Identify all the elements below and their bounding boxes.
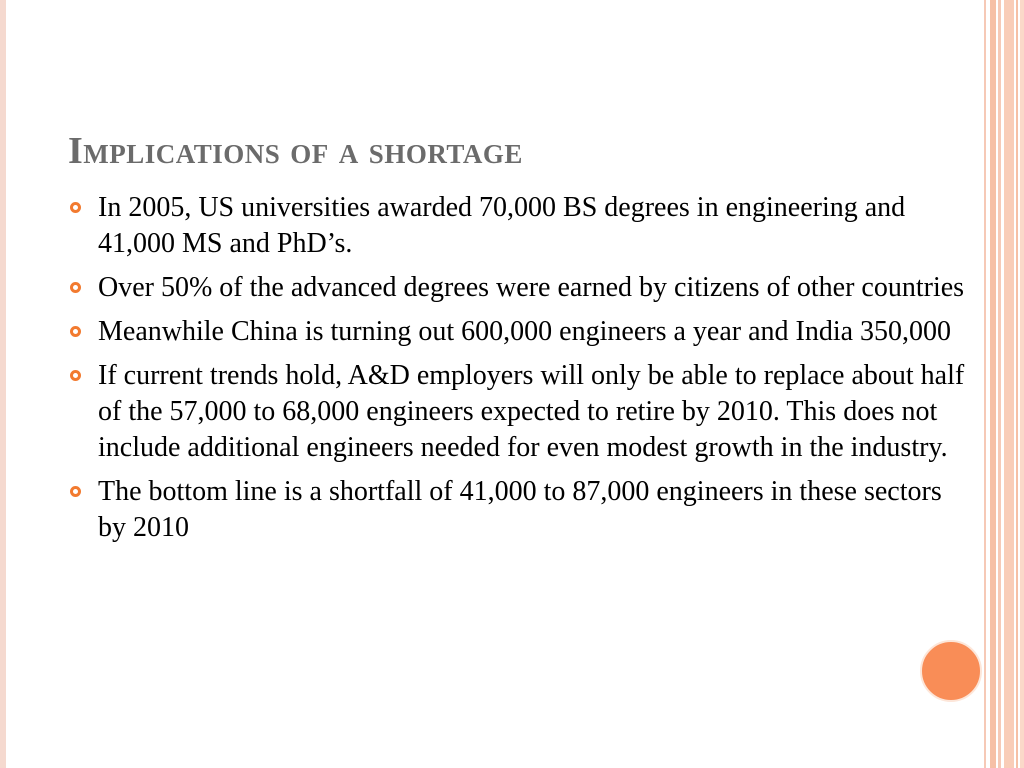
bullet-text: If current trends hold, A&D employers will only be able to replace about half of the 57,000 to 68,000 engineers expected to retire by 2010. This does not include additional engineers needed for even modest growth in the industry. — [98, 360, 965, 463]
bullet-text: In 2005, US universities awarded 70,000 BS degrees in engineering and 41,000 MS and PhD’s. — [98, 192, 906, 259]
side-stripe — [1016, 0, 1018, 768]
bullet-icon — [70, 202, 81, 213]
bullet-item — [70, 190, 975, 262]
bullet-icon — [70, 486, 81, 497]
bullet-item — [70, 358, 975, 466]
side-stripe — [1020, 0, 1024, 768]
bullet-item — [70, 474, 975, 546]
bullet-text: Over 50% of the advanced degrees were earned by citizens of other countries — [98, 272, 965, 303]
slide-title: Implications of a shortage — [68, 130, 523, 173]
bullet-icon — [70, 326, 81, 337]
side-stripe — [990, 0, 996, 768]
bullet-text: The bottom line is a shortfall of 41,000 to 87,000 engineers in these sectors by 2010 — [98, 476, 942, 543]
bullet-item — [70, 314, 975, 350]
decorative-circle-icon — [920, 640, 982, 702]
bullet-item — [70, 270, 975, 306]
side-stripe — [984, 0, 986, 768]
side-stripe — [1004, 0, 1014, 768]
bullet-icon — [70, 370, 81, 381]
bullet-text: Meanwhile China is turning out 600,000 engineers a year and India 350,000 — [98, 316, 952, 347]
bullet-icon — [70, 282, 81, 293]
side-stripe — [998, 0, 1001, 768]
bullet-list — [70, 190, 975, 554]
